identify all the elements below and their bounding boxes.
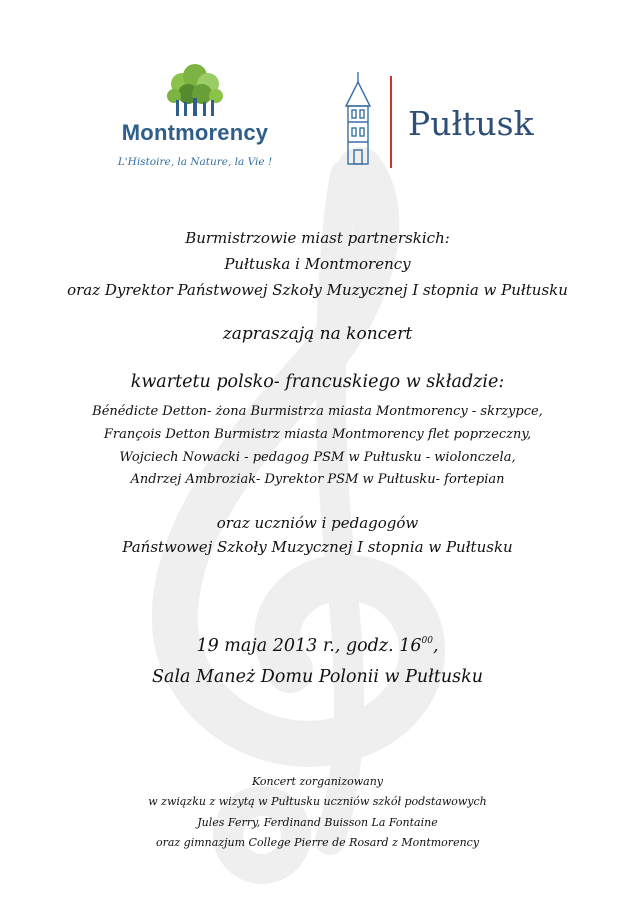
tree-icon (100, 62, 290, 120)
footer-line-2: w związku z wizytą w Pułtusku uczniów szkół podstawowych (148, 795, 487, 808)
pultusk-wordmark: Pułtusk (408, 104, 534, 143)
event-date-main: 19 maja 2013 r., godz. 16 (196, 636, 422, 656)
montmorency-tagline: L'Histoire, la Nature, la Vie ! (117, 156, 273, 168)
event-venue: Sala Maneż Domu Polonii w Pułtusku (152, 667, 483, 687)
member-line-1: Bénédicte Detton- żona Burmistrza miasta Montmorency - skrzypce, (92, 404, 543, 419)
event-date (0, 634, 635, 658)
member-line-3: Wojciech Nowacki - pedagog PSM w Pułtusku - wiolonczela, (119, 450, 516, 465)
member-line-4: Andrzej Ambroziak- Dyrektor PSM w Pułtusku- fortepian (130, 472, 505, 487)
event-date-minutes: 00 (421, 636, 433, 646)
event-date-comma: , (432, 636, 439, 656)
students-line-2: Państwowej Szkoły Muzycznej I stopnia w Pułtusku (122, 538, 513, 556)
footer-line-1: Koncert zorganizowany (251, 775, 384, 788)
host-line-2: Pułtuska i Montmorency (224, 255, 411, 273)
pultusk-logo (340, 70, 570, 170)
footer-line-3: Jules Ferry, Ferdinand Buisson La Fontaine (197, 816, 438, 829)
host-line-3: oraz Dyrektor Państwowej Szkoły Muzycznej I stopnia w Pułtusku (67, 281, 568, 299)
pultusk-divider (390, 76, 392, 168)
students-line-1: oraz uczniów i pedagogów (216, 514, 419, 532)
member-line-2: François Detton Burmistrz miasta Montmorency flet poprzeczny, (103, 427, 532, 442)
montmorency-wordmark: Montmorency (121, 120, 269, 145)
invite-line: zapraszają na koncert (222, 324, 413, 344)
montmorency-logo (100, 62, 290, 180)
footer-line-4: oraz gimnazjum College Pierre de Rosard z Montmorency (155, 836, 480, 849)
host-line-1: Burmistrzowie miast partnerskich: (185, 229, 450, 247)
quartet-heading: kwartetu polsko- francuskiego w składzie: (130, 372, 505, 392)
